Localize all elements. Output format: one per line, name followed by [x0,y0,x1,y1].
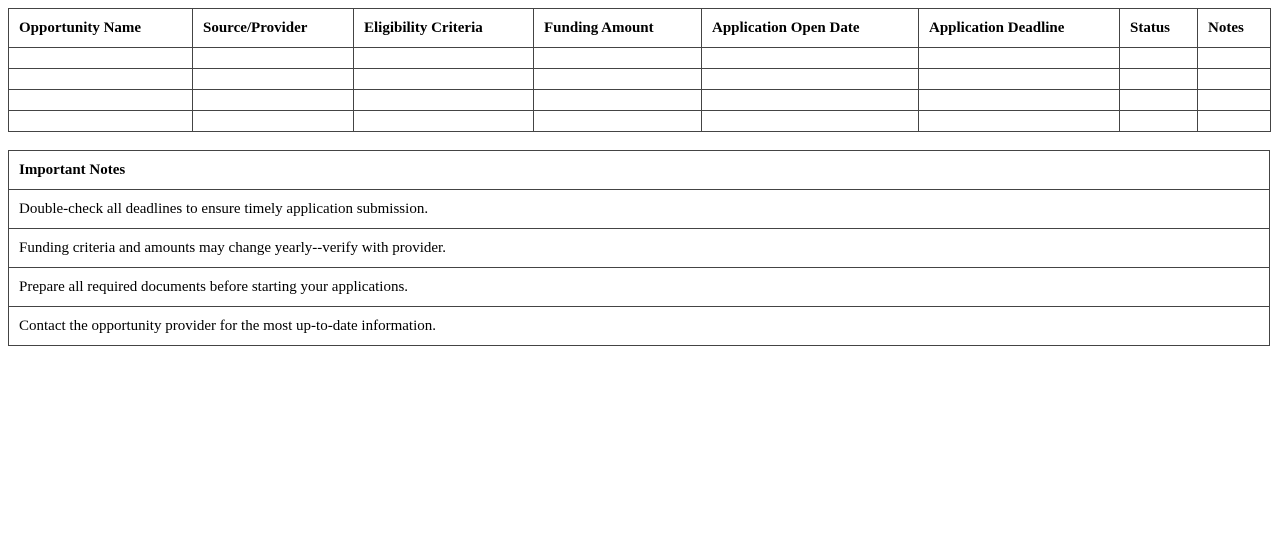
column-header-status: Status [1120,9,1198,48]
table-cell [1198,48,1271,69]
important-notes-table [8,150,1270,346]
table-cell [193,90,354,111]
table-cell [919,69,1120,90]
table-cell [9,111,193,132]
notes-header-row [9,151,1270,190]
table-row [9,111,1271,132]
table-cell [354,48,534,69]
note-item: Funding criteria and amounts may change yearly--verify with provider. [9,229,1270,268]
table-cell [534,111,702,132]
table-cell [193,69,354,90]
table-cell [354,90,534,111]
table-cell [1120,48,1198,69]
note-row [9,229,1270,268]
table-cell [1198,111,1271,132]
note-item: Contact the opportunity provider for the most up-to-date information. [9,307,1270,346]
table-cell [702,111,919,132]
note-row [9,190,1270,229]
table-cell [919,48,1120,69]
table-row [9,48,1271,69]
column-header-notes: Notes [1198,9,1271,48]
table-cell [9,90,193,111]
table-cell [1198,69,1271,90]
note-row [9,307,1270,346]
important-notes-title: Important Notes [9,151,1270,190]
table-cell [534,90,702,111]
note-row [9,268,1270,307]
column-header-eligibility-criteria: Eligibility Criteria [354,9,534,48]
table-cell [1120,69,1198,90]
note-item: Double-check all deadlines to ensure timely application submission. [9,190,1270,229]
table-cell [919,111,1120,132]
table-cell [919,90,1120,111]
table-cell [702,48,919,69]
opportunities-table [8,8,1271,132]
table-cell [702,69,919,90]
table-header-row [9,9,1271,48]
table-row [9,90,1271,111]
table-cell [9,69,193,90]
table-row [9,69,1271,90]
table-cell [702,90,919,111]
table-cell [1120,111,1198,132]
column-header-application-deadline: Application Deadline [919,9,1120,48]
table-cell [1120,90,1198,111]
table-cell [193,111,354,132]
column-header-opportunity-name: Opportunity Name [9,9,193,48]
table-cell [1198,90,1271,111]
table-cell [9,48,193,69]
note-item: Prepare all required documents before starting your applications. [9,268,1270,307]
column-header-application-open-date: Application Open Date [702,9,919,48]
table-cell [354,69,534,90]
table-cell [534,69,702,90]
table-cell [534,48,702,69]
column-header-funding-amount: Funding Amount [534,9,702,48]
table-cell [193,48,354,69]
column-header-source-provider: Source/Provider [193,9,354,48]
table-cell [354,111,534,132]
